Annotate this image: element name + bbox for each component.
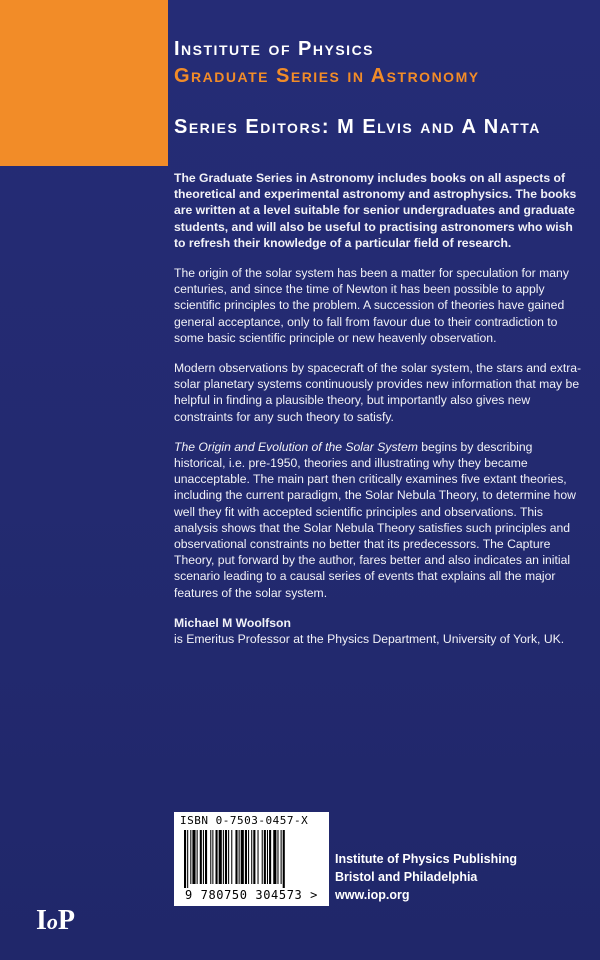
paragraph-observations: Modern observations by spacecraft of the solar system, the stars and extra-solar planetary systems continuously provides new information that may be helpful in finding a plausible theory, but importantly also gives new constraints for any such theory to satisfy. (174, 361, 582, 424)
barcode-bar (273, 830, 276, 884)
barcode-bar (197, 830, 198, 884)
blurb (174, 170, 584, 661)
author-block (174, 615, 584, 647)
barcode-bar (258, 830, 259, 884)
barcode-bar (281, 830, 282, 884)
paragraph-origin: The origin of the solar system has been a matter for speculation for many centuries, and since the time of Newton it has been possible to apply scientific principles to the problem. A succession of theories have gained general acceptance, only to fall from favour due to their contradiction to some basic scientific principle or new heavenly observation. (174, 266, 569, 345)
publisher-block (335, 850, 585, 904)
barcode-bar (192, 830, 195, 884)
barcode-bar (216, 830, 218, 884)
barcode-bar (223, 830, 224, 884)
author-bio: is Emeritus Professor at the Physics Department, University of York, UK. (174, 632, 565, 647)
isbn-label: ISBN 0-7503-0457-X (180, 814, 309, 827)
barcode-bar (219, 830, 222, 884)
publisher-location: Bristol and Philadelphia (335, 870, 478, 884)
barcode-bar (277, 830, 278, 884)
barcode-bar (184, 830, 186, 888)
barcode-bar (210, 830, 211, 884)
barcode-bar (200, 830, 202, 884)
header (174, 38, 594, 139)
barcode-bar (241, 830, 244, 884)
barcode-bar (225, 830, 227, 884)
paragraph-book-summary (174, 439, 584, 601)
publisher-url: www.iop.org (335, 888, 410, 902)
barcode-bar (190, 830, 191, 884)
iop-logo (36, 905, 75, 937)
publisher-name: Institute of Physics Publishing (335, 852, 517, 866)
iop-logo-p: P (57, 905, 76, 936)
publisher-heading: Institute of Physics (174, 38, 375, 60)
barcode-bar (267, 830, 268, 884)
barcode-bar (264, 830, 266, 884)
series-heading: Graduate Series in Astronomy (174, 65, 480, 87)
barcode-bar (212, 830, 213, 884)
barcode-bar (283, 830, 285, 888)
barcode-icon (184, 830, 319, 888)
ean-digits: 9 780750 304573 > (184, 888, 319, 902)
barcode-bar (251, 830, 252, 884)
book-summary-text: begins by describing historical, i.e. pre-1950, theories and illustrating why they became unacceptable. The main part then critically examines five extant theories, including the current paradigm, the Solar Nebula Theory, to determine how well they fit with accepted scientific principles and observations. This analysis shows that the Solar Nebula Theory satisfies such principles and observational constraints no better that its predecessors. The Capture Theory, put forward by the author, fares better and also indicates an initial scenario leading to a causal series of events that explains all the major features of the solar system. (174, 439, 576, 600)
barcode-bar (248, 830, 249, 884)
iop-logo-o: o (46, 909, 58, 934)
barcode-bar (228, 830, 229, 884)
barcode-bar (187, 830, 188, 888)
barcode-bar (203, 830, 204, 884)
iop-logo-i: I (36, 905, 47, 936)
barcode-bar (253, 830, 255, 884)
author-name: Michael M Woolfson (174, 615, 291, 630)
book-title: The Origin and Evolution of the Solar System (174, 439, 418, 454)
barcode-bar (262, 830, 263, 884)
barcode-bar (235, 830, 237, 884)
barcode-bar (231, 830, 232, 884)
series-description: The Graduate Series in Astronomy includes books on all aspects of theoretical and experimental astronomy and astrophysics. The books are written at a level suitable for senior undergraduates and graduate students, and will also be useful to practising astronomers who wish to refresh their knowledge of a particular field of research. (174, 171, 577, 250)
series-editors: Series Editors: M Elvis and A Natta (174, 116, 541, 138)
barcode-bar (205, 830, 207, 884)
orange-corner-block (0, 0, 168, 166)
barcode-box (174, 812, 329, 906)
barcode-bar (245, 830, 247, 884)
barcode-bar (239, 830, 240, 884)
barcode-bar (269, 830, 271, 884)
